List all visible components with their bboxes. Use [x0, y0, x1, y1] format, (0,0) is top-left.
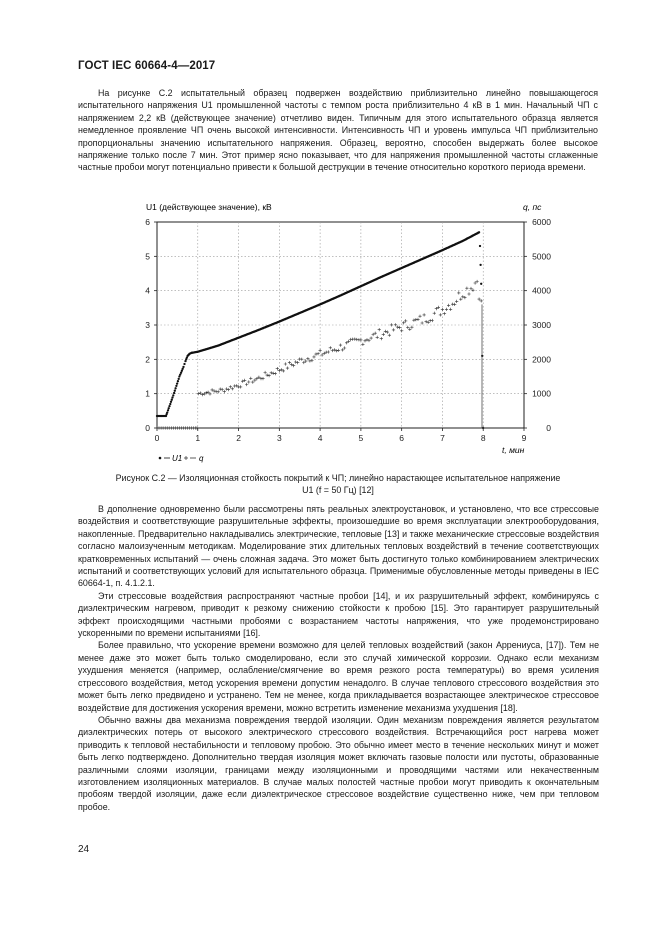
- y-left-tick-label: 2: [145, 354, 150, 365]
- q-point: [217, 390, 220, 393]
- u1-point: [177, 380, 179, 382]
- y-right-tick-label: 2000: [532, 354, 551, 365]
- body-paragraph-4: Обычно важны два механизма повреждения твердой изоляции. Один механизм повреждения является результатом диэлектрических потерь от высокого электрического стрессового воздействия. Встречающийся рост нагрева может приводить к тепловой нестабильности и тепловому пробою. Это обычно имеет место в течение нескольких минут и может быть легко подтверждено. Дополнительно твердая изоляция может включать газовые полости или пустоты, образованные различными слоями изоляции, границами между изоляционными и проводящими частями или некачественным изготовлением изоляционных материалов. В случае малых полостей частные пробои могут приводить к окончательным пробоям твердой изоляции, даже если диэлектрическое стрессовое воздействие существенно ниже, чем при тепловом пробое.: [78, 714, 599, 812]
- x-tick-label: 3: [276, 433, 282, 443]
- q-point: [433, 312, 436, 315]
- u1-point: [479, 264, 481, 266]
- u1-point: [168, 407, 170, 409]
- q-point: [294, 360, 297, 363]
- q-point: [406, 326, 409, 329]
- q-point: [367, 339, 370, 342]
- legend-entry-u1: U1: [172, 454, 183, 463]
- u1-point: [479, 245, 481, 247]
- legend-u1-marker: [159, 457, 162, 460]
- q-point: [469, 287, 472, 290]
- q-point: [439, 313, 442, 316]
- y-right-tick-label: 5000: [532, 251, 551, 262]
- body-text: [78, 503, 599, 813]
- q-point: [378, 328, 381, 331]
- q-point: [249, 377, 252, 380]
- q-point: [272, 372, 275, 375]
- x-tick-label: 5: [358, 433, 364, 443]
- q-point: [463, 296, 466, 299]
- q-point: [199, 392, 202, 395]
- q-point: [221, 388, 224, 391]
- figure-caption: [78, 472, 598, 497]
- y-right-tick-label: 6000: [532, 217, 551, 227]
- u1-point: [183, 363, 185, 365]
- y-left-tick-label: 4: [145, 285, 150, 296]
- q-point: [207, 391, 210, 394]
- q-point: [480, 299, 483, 302]
- q-point: [408, 328, 411, 331]
- q-point: [306, 357, 309, 360]
- q-point: [300, 358, 303, 361]
- q-point: [467, 292, 470, 295]
- q-point: [427, 321, 430, 324]
- q-point: [284, 362, 287, 365]
- q-point: [223, 390, 226, 393]
- q-point: [453, 303, 456, 306]
- q-point: [410, 326, 413, 329]
- chart-grid: [157, 222, 524, 428]
- q-point: [478, 298, 481, 301]
- body-paragraph-2: Эти стрессовые воздействия распространяют частные пробои [14], и их разрушительный эффект, комбинируясь с диэлектрическим нагревом, приводит к резкому снижению стойкости к пробою [15]. Это гарантирует разрушительный эффект происходящими частными пробоями с возрастанием частоты напряжения, что уже продемонстрировано ускоренными по времени испытаниями [16].: [78, 590, 599, 639]
- q-point: [425, 320, 428, 323]
- q-point: [337, 349, 340, 352]
- q-point: [392, 328, 395, 331]
- q-point: [341, 348, 344, 351]
- x-axis-label: t, мин: [502, 445, 525, 455]
- q-point: [476, 280, 479, 283]
- x-tick-label: 1: [195, 433, 201, 443]
- q-point: [321, 353, 324, 356]
- q-point: [400, 329, 403, 332]
- u1-point: [169, 403, 171, 405]
- x-tick-label: 6: [399, 433, 405, 443]
- q-point: [388, 334, 391, 337]
- q-point: [431, 319, 434, 322]
- q-point: [288, 361, 291, 364]
- q-point: [312, 355, 315, 358]
- chart-figure: [0, 200, 661, 470]
- y-right-tick-label: 0: [546, 423, 551, 433]
- x-tick-label: 8: [480, 433, 486, 443]
- q-point: [416, 318, 419, 321]
- u1-point: [180, 372, 182, 374]
- u1-point: [182, 366, 184, 368]
- q-point: [449, 308, 452, 311]
- q-point: [245, 383, 248, 386]
- q-point: [402, 321, 405, 324]
- q-point: [421, 321, 424, 324]
- q-point: [359, 338, 362, 341]
- u1-point: [478, 231, 480, 233]
- q-point: [376, 336, 379, 339]
- q-point: [447, 304, 450, 307]
- x-tick-label: 0: [154, 433, 160, 443]
- q-point: [386, 331, 389, 334]
- q-point: [329, 346, 332, 349]
- q-point: [380, 337, 383, 340]
- u1-point: [480, 283, 482, 285]
- y-right-tick-label: 1000: [532, 388, 551, 399]
- q-point: [264, 371, 267, 374]
- u1-point: [171, 399, 173, 401]
- intro-paragraph: [78, 87, 598, 174]
- q-point: [327, 350, 330, 353]
- legend-entry-q: q: [199, 454, 204, 463]
- u1-point: [167, 409, 169, 411]
- q-point: [268, 374, 271, 377]
- y-right-tick-label: 4000: [532, 285, 551, 296]
- body-paragraph-1: В дополнение одновременно были рассмотрены пять реальных электроустановок, и установлено, что все стрессовые воздействия и соответствующие разрушительные эффекты, произошедшие во время эксплуатации электрооборудования, накопленные. Предварительно накладывались электрические, тепловые [13] и также механические стрессовые воздействия согласно малоизученным методикам. Моделирование этих длительных тепловых воздействий в течение соответствующих кратковременных испытаний — очень сложная задача. Это может быть достигнуто только комбинированием электрических испытаний и соответствующих условий для испытательного образца. Применимые обусловленные методы приведены в IEC 60664-1, п. 4.1.2.1.: [78, 504, 599, 589]
- y-left-tick-label: 5: [145, 251, 150, 262]
- chart-legend: [159, 454, 204, 463]
- x-tick-label: 7: [440, 433, 445, 443]
- q-point: [253, 379, 256, 382]
- u1-point: [170, 401, 172, 403]
- q-point: [308, 359, 311, 362]
- q-point: [418, 315, 421, 318]
- q-point: [231, 387, 234, 390]
- u1-point: [173, 392, 175, 394]
- q-point: [465, 287, 468, 290]
- q-point: [445, 308, 448, 311]
- y-left-tick-label: 6: [145, 217, 150, 227]
- q-point: [266, 374, 269, 377]
- y-left-tick-label: 3: [145, 320, 150, 330]
- q-point: [471, 289, 474, 292]
- q-point: [219, 388, 222, 391]
- q-point: [339, 344, 342, 347]
- q-point: [443, 312, 446, 315]
- x-tick-label: 4: [317, 433, 323, 443]
- u1-point: [166, 411, 168, 413]
- q-point: [310, 359, 313, 362]
- q-point: [261, 377, 264, 380]
- u1-point: [168, 405, 170, 407]
- y-axis-label-left: U1 (действующее значение), кВ: [146, 202, 272, 212]
- u1-point: [174, 390, 176, 392]
- chart-ticks: [145, 217, 551, 443]
- legend-q-marker: [184, 456, 188, 460]
- q-point: [247, 380, 250, 383]
- q-point: [441, 308, 444, 311]
- q-point: [251, 381, 254, 384]
- q-point: [461, 295, 464, 298]
- u1-point: [174, 387, 176, 389]
- q-point: [296, 361, 299, 364]
- q-point: [382, 333, 385, 336]
- caption-line-2: U1 (f = 50 Гц) [12]: [302, 485, 374, 496]
- q-point: [459, 298, 462, 301]
- q-point: [317, 352, 320, 355]
- q-point: [229, 385, 232, 388]
- q-point: [314, 353, 317, 356]
- q-point: [404, 319, 407, 322]
- caption-line-1: Рисунок С.2 — Изоляционная стойкость покрытий к ЧП; линейно нарастающее испытательное напряжение: [115, 473, 561, 483]
- x-tick-label: 2: [236, 433, 241, 443]
- q-point: [276, 367, 279, 370]
- y-right-tick-label: 3000: [532, 320, 551, 330]
- q-point: [347, 340, 350, 343]
- q-point: [394, 323, 397, 326]
- x-tick-label: 9: [521, 433, 527, 443]
- intro-text: На рисунке С.2 испытательный образец подвержен воздействию приблизительно линейно повышающегося испытательного напряжения U1 промышленной частоты с темпом роста приблизительно 4 кВ в 1 мин. Начальный ЧП с напряжением 2,2 кВ (действующее значение) отчетливо виден. Типичным для этого испытательного образца является немедленное проявление ЧП очень высокой интенсивности. Интенсивность ЧП и уровень импульса ЧП приблизительно пропорциональны значению испытательного напряжения. Образец, вероятно, способен выдержать более высокое напряжение только после 7 мин. Этот пример ясно показывает, что для напряжения промышленной частоты сглаженные частные пробои могут потенциально привести к большой деструкции в течение относительно короткого периода времени.: [78, 88, 598, 173]
- page-number: 24: [78, 844, 90, 855]
- q-point: [455, 300, 458, 303]
- q-point: [343, 346, 346, 349]
- q-point: [390, 323, 393, 326]
- q-point: [396, 326, 399, 329]
- q-point: [208, 392, 211, 395]
- body-paragraph-3: Более правильно, что ускорение времени возможно для целей тепловых воздействий (закон Аррениуса, [17]). Тем не менее даже это может быть только смоделировано, если это случай химической коррозии. Однако если механизм ухудшения меняется (например, ослабление/смягчение во время резкого роста температуры) во время усиления стрессового воздействия, метод ускорения времени допустим ненадолго. В случае теплового стрессового воздействия это может быть легко предвидено и устранено. Тем не менее, когда прикладывается возрастающее электрическое стрессовое воздействие для достижения ускорения времени, можно встретить изменение механизма ухудшения [18].: [78, 640, 599, 713]
- q-point: [239, 385, 242, 388]
- q-point: [227, 388, 230, 391]
- q-point: [412, 319, 415, 322]
- y-axis-label-right: q, пс: [523, 202, 542, 212]
- q-point: [457, 291, 460, 294]
- q-point: [345, 341, 348, 344]
- q-point: [225, 387, 228, 390]
- q-point: [286, 367, 289, 370]
- y-left-tick-label: 1: [145, 388, 150, 399]
- y-left-tick-label: 0: [145, 423, 150, 433]
- q-point: [370, 337, 373, 340]
- q-point: [274, 372, 277, 375]
- q-point: [398, 326, 401, 329]
- document-header: ГОСТ IEC 60664-4—2017: [78, 60, 216, 72]
- q-point: [474, 281, 477, 284]
- u1-point: [178, 378, 180, 380]
- q-point: [353, 338, 356, 341]
- u1-point: [172, 394, 174, 396]
- q-point: [384, 330, 387, 333]
- q-point: [331, 349, 334, 352]
- u1-point: [175, 385, 177, 387]
- q-point: [270, 371, 273, 374]
- series-q: [155, 280, 484, 430]
- q-point: [319, 349, 322, 352]
- u1-point: [176, 382, 178, 384]
- q-point: [423, 313, 426, 316]
- q-point: [361, 343, 364, 346]
- u1-point: [171, 396, 173, 398]
